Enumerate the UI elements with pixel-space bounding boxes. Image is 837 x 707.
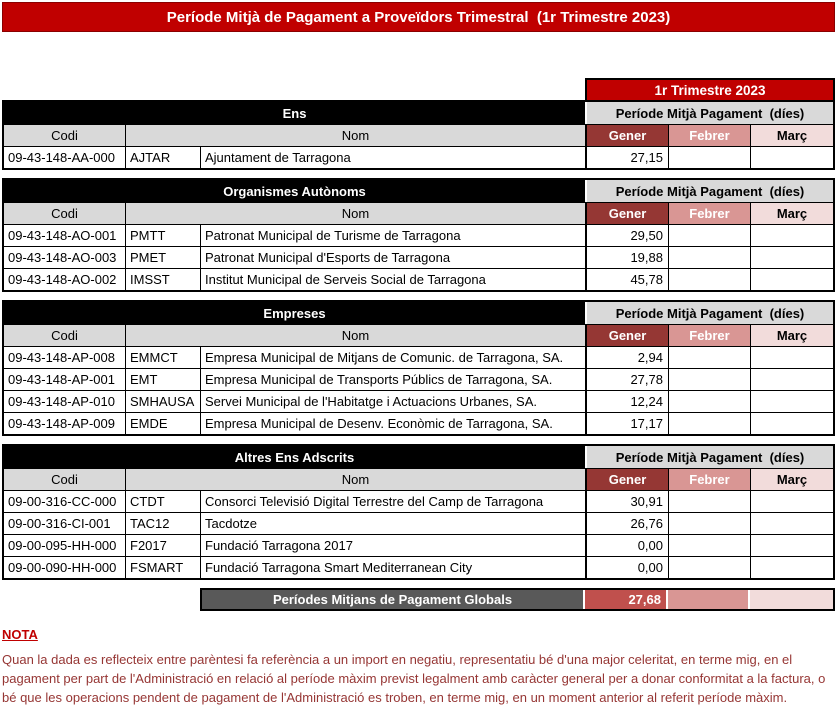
report-title-text: Període Mitjà de Pagament a Proveïdors Trimestral (1r Trimestre 2023)	[166, 8, 671, 26]
table-row	[4, 368, 833, 390]
month-header-febrer: Febrer	[668, 324, 750, 346]
globals-row	[200, 588, 835, 611]
cell-codi: 09-00-316-CI-001	[4, 512, 125, 534]
cell-nom: Tacdotze	[200, 512, 585, 534]
nota-heading: NOTA	[2, 627, 38, 642]
month-header-gener: Gener	[585, 468, 668, 490]
cell-sigla: EMDE	[125, 412, 200, 434]
table-row	[4, 490, 833, 512]
pmp-header: Període Mitjà Pagament (díes)	[585, 302, 833, 324]
month-header-marc: Març	[750, 124, 833, 146]
cell-febrer	[668, 146, 750, 168]
pmp-header: Període Mitjà Pagament (díes)	[585, 180, 833, 202]
cell-codi: 09-00-090-HH-000	[4, 556, 125, 578]
cell-gener: 12,24	[585, 390, 668, 412]
column-header-codi: Codi	[4, 124, 125, 146]
cell-febrer	[668, 368, 750, 390]
cell-gener: 27,15	[585, 146, 668, 168]
pmp-header: Període Mitjà Pagament (díes)	[585, 102, 833, 124]
cell-nom: Empresa Municipal de Desenv. Econòmic de Tarragona, SA.	[200, 412, 585, 434]
section-altres-ens-adscrits	[2, 444, 835, 580]
cell-marc	[750, 224, 833, 246]
column-header-row	[4, 468, 833, 490]
cell-febrer	[668, 490, 750, 512]
cell-sigla: TAC12	[125, 512, 200, 534]
cell-gener: 27,78	[585, 368, 668, 390]
cell-febrer	[668, 224, 750, 246]
column-header-nom: Nom	[125, 124, 585, 146]
table-row	[4, 412, 833, 434]
cell-sigla: IMSST	[125, 268, 200, 290]
cell-febrer	[668, 346, 750, 368]
cell-nom: Fundació Tarragona Smart Mediterranean City	[200, 556, 585, 578]
cell-febrer	[668, 412, 750, 434]
trimestre-header	[585, 78, 835, 100]
cell-gener: 0,00	[585, 534, 668, 556]
cell-nom: Empresa Municipal de Mitjans de Comunic. de Tarragona, SA.	[200, 346, 585, 368]
cell-gener: 17,17	[585, 412, 668, 434]
section-organismes-autonoms	[2, 178, 835, 292]
trimestre-header-text: 1r Trimestre 2023	[654, 82, 766, 98]
cell-gener: 30,91	[585, 490, 668, 512]
cell-nom: Consorci Televisió Digital Terrestre del Camp de Tarragona	[200, 490, 585, 512]
cell-sigla: CTDT	[125, 490, 200, 512]
cell-sigla: PMTT	[125, 224, 200, 246]
month-header-febrer: Febrer	[668, 124, 750, 146]
table-row	[4, 146, 833, 168]
section-title: Organismes Autònoms	[4, 180, 585, 202]
nota-text: Quan la dada es reflecteix entre parèntesi fa referència a un import en negatiu, representatiu bé d'una major celeritat, en terme mig, en el pagament per part de l'Administració en relació al període màxim previst legalment amb caràcter general per a donar conformitat a la factura, o bé que les operacions pendent de pagament de l'Administració es troben, en terme mig, en un moment anterior al referit període màxim.	[2, 652, 826, 705]
month-header-febrer: Febrer	[668, 468, 750, 490]
table-row	[4, 246, 833, 268]
table-row	[4, 346, 833, 368]
cell-gener: 2,94	[585, 346, 668, 368]
cell-codi: 09-43-148-AP-001	[4, 368, 125, 390]
column-header-codi: Codi	[4, 468, 125, 490]
month-header-gener: Gener	[585, 202, 668, 224]
column-header-codi: Codi	[4, 202, 125, 224]
globals-marc-value	[748, 590, 833, 609]
cell-nom: Empresa Municipal de Transports Públics de Tarragona, SA.	[200, 368, 585, 390]
cell-marc	[750, 534, 833, 556]
table-row	[4, 390, 833, 412]
month-header-gener: Gener	[585, 124, 668, 146]
cell-codi: 09-43-148-AP-009	[4, 412, 125, 434]
cell-marc	[750, 390, 833, 412]
cell-codi: 09-00-316-CC-000	[4, 490, 125, 512]
cell-marc	[750, 490, 833, 512]
cell-sigla: EMMCT	[125, 346, 200, 368]
cell-nom: Institut Municipal de Serveis Social de Tarragona	[200, 268, 585, 290]
cell-febrer	[668, 390, 750, 412]
cell-nom: Servei Municipal de l'Habitatge i Actuacions Urbanes, SA.	[200, 390, 585, 412]
column-header-row	[4, 202, 833, 224]
cell-febrer	[668, 534, 750, 556]
cell-gener: 45,78	[585, 268, 668, 290]
globals-febrer-value	[666, 590, 748, 609]
section-title: Ens	[4, 102, 585, 124]
cell-marc	[750, 556, 833, 578]
cell-febrer	[668, 246, 750, 268]
cell-nom: Patronat Municipal d'Esports de Tarragona	[200, 246, 585, 268]
column-header-row	[4, 124, 833, 146]
cell-marc	[750, 246, 833, 268]
pmp-header: Període Mitjà Pagament (díes)	[585, 446, 833, 468]
month-header-marc: Març	[750, 468, 833, 490]
cell-febrer	[668, 268, 750, 290]
cell-codi: 09-43-148-AP-010	[4, 390, 125, 412]
section-title: Empreses	[4, 302, 585, 324]
section-header-row	[4, 102, 833, 124]
report-title	[2, 2, 835, 32]
cell-nom: Patronat Municipal de Turisme de Tarragona	[200, 224, 585, 246]
cell-marc	[750, 268, 833, 290]
cell-gener: 0,00	[585, 556, 668, 578]
table-row	[4, 556, 833, 578]
cell-gener: 26,76	[585, 512, 668, 534]
cell-gener: 19,88	[585, 246, 668, 268]
globals-label: Períodes Mitjans de Pagament Globals	[202, 590, 583, 609]
cell-marc	[750, 512, 833, 534]
cell-sigla: F2017	[125, 534, 200, 556]
month-header-marc: Març	[750, 202, 833, 224]
table-row	[4, 512, 833, 534]
cell-sigla: PMET	[125, 246, 200, 268]
cell-codi: 09-43-148-AO-001	[4, 224, 125, 246]
cell-codi: 09-43-148-AA-000	[4, 146, 125, 168]
column-header-nom: Nom	[125, 468, 585, 490]
table-row	[4, 224, 833, 246]
section-ens	[2, 100, 835, 170]
cell-nom: Fundació Tarragona 2017	[200, 534, 585, 556]
cell-codi: 09-43-148-AP-008	[4, 346, 125, 368]
month-header-marc: Març	[750, 324, 833, 346]
table-row	[4, 534, 833, 556]
cell-sigla: SMHAUSA	[125, 390, 200, 412]
cell-codi: 09-00-095-HH-000	[4, 534, 125, 556]
cell-marc	[750, 346, 833, 368]
month-header-febrer: Febrer	[668, 202, 750, 224]
column-header-codi: Codi	[4, 324, 125, 346]
cell-sigla: EMT	[125, 368, 200, 390]
cell-sigla: AJTAR	[125, 146, 200, 168]
cell-gener: 29,50	[585, 224, 668, 246]
cell-codi: 09-43-148-AO-002	[4, 268, 125, 290]
section-header-row	[4, 180, 833, 202]
section-header-row	[4, 302, 833, 324]
cell-febrer	[668, 512, 750, 534]
column-header-nom: Nom	[125, 202, 585, 224]
cell-nom: Ajuntament de Tarragona	[200, 146, 585, 168]
cell-marc	[750, 412, 833, 434]
table-row	[4, 268, 833, 290]
column-header-row	[4, 324, 833, 346]
month-header-gener: Gener	[585, 324, 668, 346]
section-title: Altres Ens Adscrits	[4, 446, 585, 468]
cell-codi: 09-43-148-AO-003	[4, 246, 125, 268]
cell-febrer	[668, 556, 750, 578]
cell-marc	[750, 368, 833, 390]
cell-sigla: FSMART	[125, 556, 200, 578]
section-empreses	[2, 300, 835, 436]
cell-marc	[750, 146, 833, 168]
globals-gener-value: 27,68	[583, 590, 666, 609]
section-header-row	[4, 446, 833, 468]
column-header-nom: Nom	[125, 324, 585, 346]
